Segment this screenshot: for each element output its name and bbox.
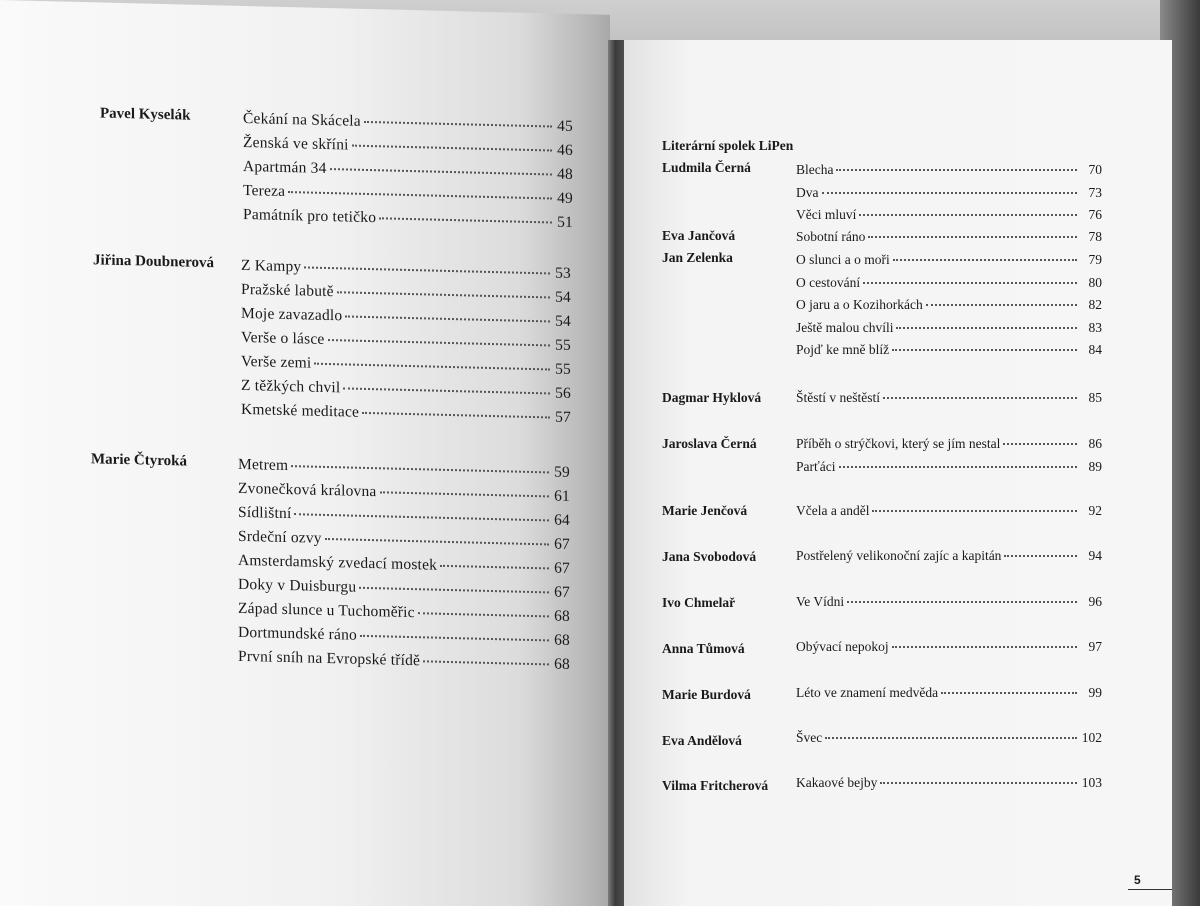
entry-page: 89: [1088, 458, 1102, 474]
author-name: Jiřina Doubnerová: [93, 252, 214, 272]
leader-dots: [892, 646, 1077, 648]
entry-title: Příběh o strýčkovi, který se jím nestal: [796, 436, 1001, 451]
entry-title: Věci mluví: [796, 207, 857, 222]
author-name: Marie Čtyroká: [91, 451, 187, 470]
leader-dots: [883, 397, 1077, 399]
toc-entries: [796, 639, 1102, 662]
entry-page: 103: [1081, 775, 1102, 790]
author-name: Marie Burdová: [662, 687, 751, 702]
toc-entry: [796, 185, 1102, 208]
leader-dots: [328, 339, 550, 346]
entry-title: Srdeční ozvy: [238, 527, 322, 547]
entry-page: 79: [1088, 252, 1102, 267]
leader-dots: [291, 465, 549, 473]
leader-dots: [836, 169, 1077, 171]
entry-title: Metrem: [238, 455, 289, 475]
toc-entries: [796, 390, 1102, 413]
leader-dots: [1003, 443, 1077, 445]
leader-dots: [926, 304, 1077, 306]
leader-dots: [343, 387, 550, 394]
entry-title: Doky v Duisburgu: [238, 575, 357, 596]
toc-entry: [796, 503, 1102, 526]
entry-title: O jaru a o Kozihorkách: [796, 297, 923, 312]
leader-dots: [880, 782, 1077, 784]
entry-page: 67: [554, 583, 570, 601]
entry-page: 56: [555, 384, 571, 402]
entry-page: 49: [557, 189, 573, 208]
leader-dots: [868, 236, 1077, 238]
author-name: Ivo Chmelař: [662, 595, 736, 610]
entry-page: 99: [1088, 685, 1102, 700]
toc-entry: [796, 730, 1102, 753]
author-name: Eva Andělová: [662, 733, 742, 748]
entry-page: 46: [557, 141, 573, 160]
author-name: Ludmila Černá: [662, 160, 751, 175]
toc-entries: [796, 162, 1102, 230]
entry-page: 59: [554, 463, 570, 481]
entry-page: 68: [554, 655, 570, 673]
entry-title: Obývací nepokoj: [796, 639, 889, 654]
toc-entry: [796, 548, 1102, 571]
leader-dots: [892, 349, 1077, 351]
entry-title: Ve Vídni: [796, 594, 845, 609]
entry-page: 94: [1088, 548, 1102, 563]
leader-dots: [893, 259, 1077, 261]
leader-dots: [380, 491, 549, 497]
author-name: Jana Svobodová: [662, 549, 757, 564]
leader-dots: [872, 510, 1077, 512]
leader-dots: [352, 145, 552, 152]
entry-title: Tereza: [243, 181, 286, 200]
author-name: Jaroslava Černá: [662, 436, 757, 451]
toc-entry: [796, 275, 1102, 298]
entry-title: Ženská ve skříni: [243, 133, 349, 154]
entry-title: Štěstí v neštěstí: [796, 390, 880, 405]
toc-entry: [796, 459, 1102, 482]
entry-page: 97: [1088, 639, 1102, 654]
toc-entry: [796, 775, 1102, 798]
right-page: [624, 40, 1172, 906]
entry-page: 85: [1088, 390, 1102, 405]
page-number-rule: [1128, 889, 1172, 890]
toc-entries: [796, 594, 1102, 617]
entry-title: Parťáci: [796, 458, 836, 474]
entry-title: O slunci a o moři: [796, 252, 890, 267]
author-name: Eva Jančová: [662, 228, 736, 243]
entry-title: Pražské labutě: [241, 280, 334, 301]
entry-title: Moje zavazadlo: [241, 304, 343, 325]
toc-entries: [241, 257, 571, 433]
leader-dots: [859, 214, 1077, 216]
entry-title: Apartmán 34: [243, 157, 327, 177]
entry-page: 84: [1088, 342, 1102, 357]
toc-entry: [796, 162, 1102, 185]
toc-entry: [796, 297, 1102, 320]
leader-dots: [418, 612, 549, 617]
leader-dots: [822, 192, 1078, 194]
entry-page: 48: [557, 165, 573, 184]
leader-dots: [941, 692, 1077, 694]
leader-dots: [330, 168, 552, 175]
entry-title: O cestování: [796, 274, 861, 290]
entry-page: 64: [554, 511, 570, 529]
author-name: Dagmar Hyklová: [662, 390, 762, 405]
leader-dots: [440, 565, 549, 570]
entry-page: 57: [555, 408, 571, 426]
entry-page: 70: [1088, 162, 1102, 177]
leader-dots: [360, 635, 549, 642]
leader-dots: [288, 191, 552, 199]
entry-page: 45: [557, 117, 573, 136]
entry-title: První sníh na Evropské třídě: [238, 647, 421, 670]
author-name: Jan Zelenka: [662, 250, 733, 265]
toc-entries: [796, 229, 1102, 252]
entry-title: Z těžkých chvil: [241, 376, 341, 397]
entry-page: 82: [1088, 297, 1102, 312]
entry-title: Ještě malou chvíli: [796, 319, 894, 335]
toc-entry: [796, 342, 1102, 365]
toc-entries: [796, 548, 1102, 571]
author-name: Anna Tůmová: [662, 641, 745, 656]
leader-dots: [423, 660, 549, 665]
toc-entries: [796, 436, 1102, 481]
entry-title: Památník pro tetičko: [243, 205, 377, 227]
entry-title: Švec: [796, 730, 823, 745]
leader-dots: [294, 513, 549, 521]
entry-page: 80: [1088, 274, 1102, 290]
entry-title: Blecha: [796, 162, 834, 177]
leader-dots: [896, 327, 1077, 329]
entry-page: 68: [554, 607, 570, 625]
entry-page: 92: [1088, 503, 1102, 518]
leader-dots: [304, 266, 550, 274]
entry-page: 51: [557, 213, 573, 232]
entry-page: 83: [1088, 319, 1102, 335]
toc-entry: [796, 436, 1102, 459]
leader-dots: [314, 363, 550, 371]
entry-page: 61: [554, 487, 570, 505]
toc-entry: [796, 594, 1102, 617]
entry-title: Dva: [796, 184, 819, 200]
leader-dots: [362, 412, 550, 419]
toc-entry: [796, 685, 1102, 708]
toc-entry: [796, 390, 1102, 413]
entry-page: 96: [1088, 594, 1102, 609]
author-name: Pavel Kyselák: [100, 105, 191, 124]
toc-entries: [796, 685, 1102, 708]
toc-entries: [238, 456, 570, 680]
entry-title: Amsterdamský zvedací mostek: [238, 551, 438, 574]
leader-dots: [863, 282, 1077, 284]
entry-page: 86: [1088, 436, 1102, 451]
entry-title: Sídlištní: [238, 503, 292, 523]
entry-title: Čekání na Skácela: [243, 109, 361, 130]
leader-dots: [379, 217, 552, 223]
toc-entries: [796, 775, 1102, 798]
entry-page: 78: [1088, 229, 1102, 244]
toc-entries: [796, 503, 1102, 526]
entry-page: 67: [554, 559, 570, 577]
leader-dots: [337, 291, 550, 298]
entry-page: 55: [555, 336, 571, 354]
leader-dots: [1004, 555, 1077, 557]
leader-dots: [839, 466, 1078, 468]
group-heading: Literární spolek LiPen: [662, 138, 794, 153]
leader-dots: [825, 737, 1077, 739]
page-number: 5: [1134, 873, 1141, 887]
toc-entry: [796, 207, 1102, 230]
entry-title: Kmetské meditace: [241, 400, 360, 421]
toc-entry: [796, 639, 1102, 662]
entry-page: 68: [554, 631, 570, 649]
entry-page: 54: [555, 288, 571, 306]
toc-entries: [796, 730, 1102, 753]
entry-page: 67: [554, 535, 570, 553]
entry-title: Postřelený velikonoční zajíc a kapitán: [796, 548, 1002, 563]
entry-page: 73: [1088, 184, 1102, 200]
toc-entry: [796, 229, 1102, 252]
entry-title: Verše zemi: [241, 352, 312, 372]
entry-title: Pojď ke mně blíž: [796, 342, 890, 357]
entry-page: 76: [1088, 207, 1102, 222]
toc-entry: [796, 252, 1102, 275]
toc-entries: [243, 110, 573, 238]
entry-title: Léto ve znamení medvěda: [796, 685, 939, 700]
entry-title: Dortmundské ráno: [238, 623, 357, 644]
leader-dots: [364, 121, 552, 128]
entry-page: 54: [555, 312, 571, 330]
entry-title: Zvonečková královna: [238, 479, 377, 501]
toc-entries: [796, 252, 1102, 365]
leader-dots: [847, 601, 1077, 603]
entry-title: Kakaové bejby: [796, 775, 878, 790]
entry-title: Verše o lásce: [241, 328, 325, 348]
entry-title: Včela a anděl: [796, 503, 870, 518]
entry-page: 102: [1081, 730, 1102, 745]
entry-page: 53: [555, 264, 571, 282]
entry-page: 55: [555, 360, 571, 378]
entry-title: Sobotní ráno: [796, 229, 866, 244]
entry-title: Z Kampy: [241, 256, 302, 276]
author-name: Marie Jenčová: [662, 503, 748, 518]
author-name: Vilma Fritcherová: [662, 778, 769, 793]
leader-dots: [325, 538, 549, 545]
toc-entry: [796, 320, 1102, 343]
leader-dots: [345, 315, 550, 322]
entry-title: Západ slunce u Tuchoměřic: [238, 599, 415, 622]
leader-dots: [359, 587, 549, 594]
